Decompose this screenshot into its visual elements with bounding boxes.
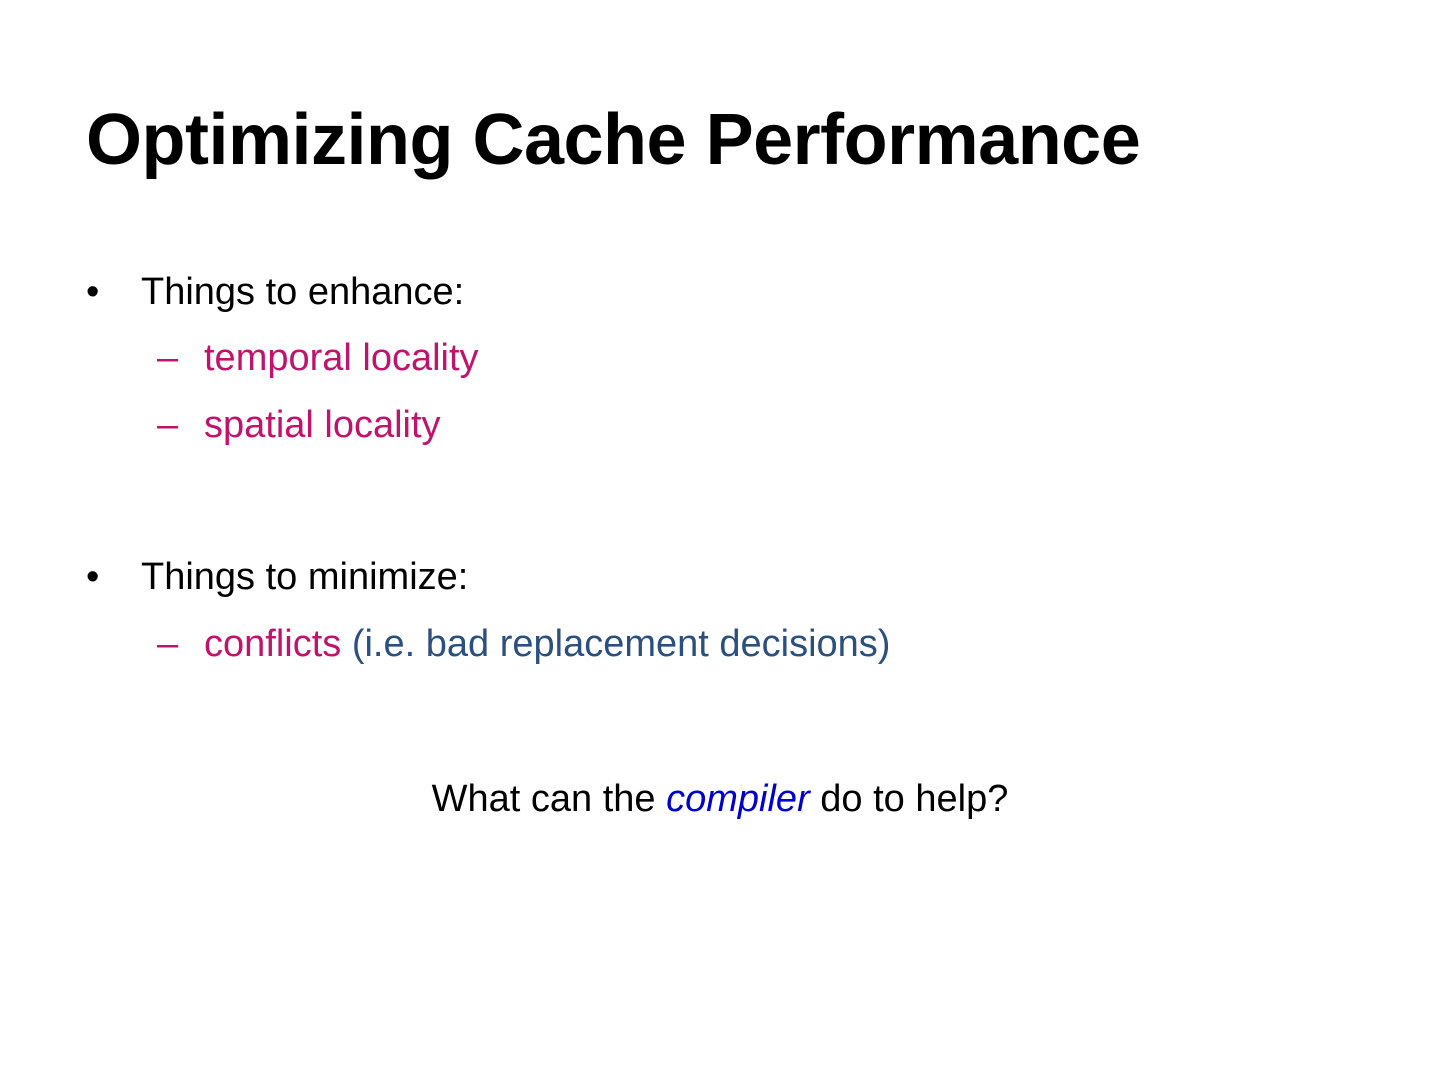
question-text-before: What can the xyxy=(431,778,667,820)
closing-question xyxy=(0,777,1440,821)
dash-icon: – xyxy=(157,404,179,446)
dash-icon: – xyxy=(157,337,179,379)
bullet-icon: • xyxy=(86,271,100,313)
minimize-item-term: conflicts xyxy=(204,623,342,665)
slide-title: Optimizing Cache Performance xyxy=(86,100,1141,180)
minimize-item-note: (i.e. bad replacement decisions) xyxy=(341,623,891,665)
question-text-after: do to help? xyxy=(809,778,1009,820)
enhance-item-spatial-locality: spatial locality xyxy=(204,404,441,446)
question-emphasis-compiler: compiler xyxy=(666,778,810,820)
enhance-item-temporal-locality: temporal locality xyxy=(204,337,479,379)
minimize-item xyxy=(204,622,890,666)
dash-icon: – xyxy=(157,623,179,665)
minimize-heading: Things to minimize: xyxy=(141,556,469,598)
enhance-heading: Things to enhance: xyxy=(141,271,465,313)
bullet-icon: • xyxy=(86,556,100,598)
